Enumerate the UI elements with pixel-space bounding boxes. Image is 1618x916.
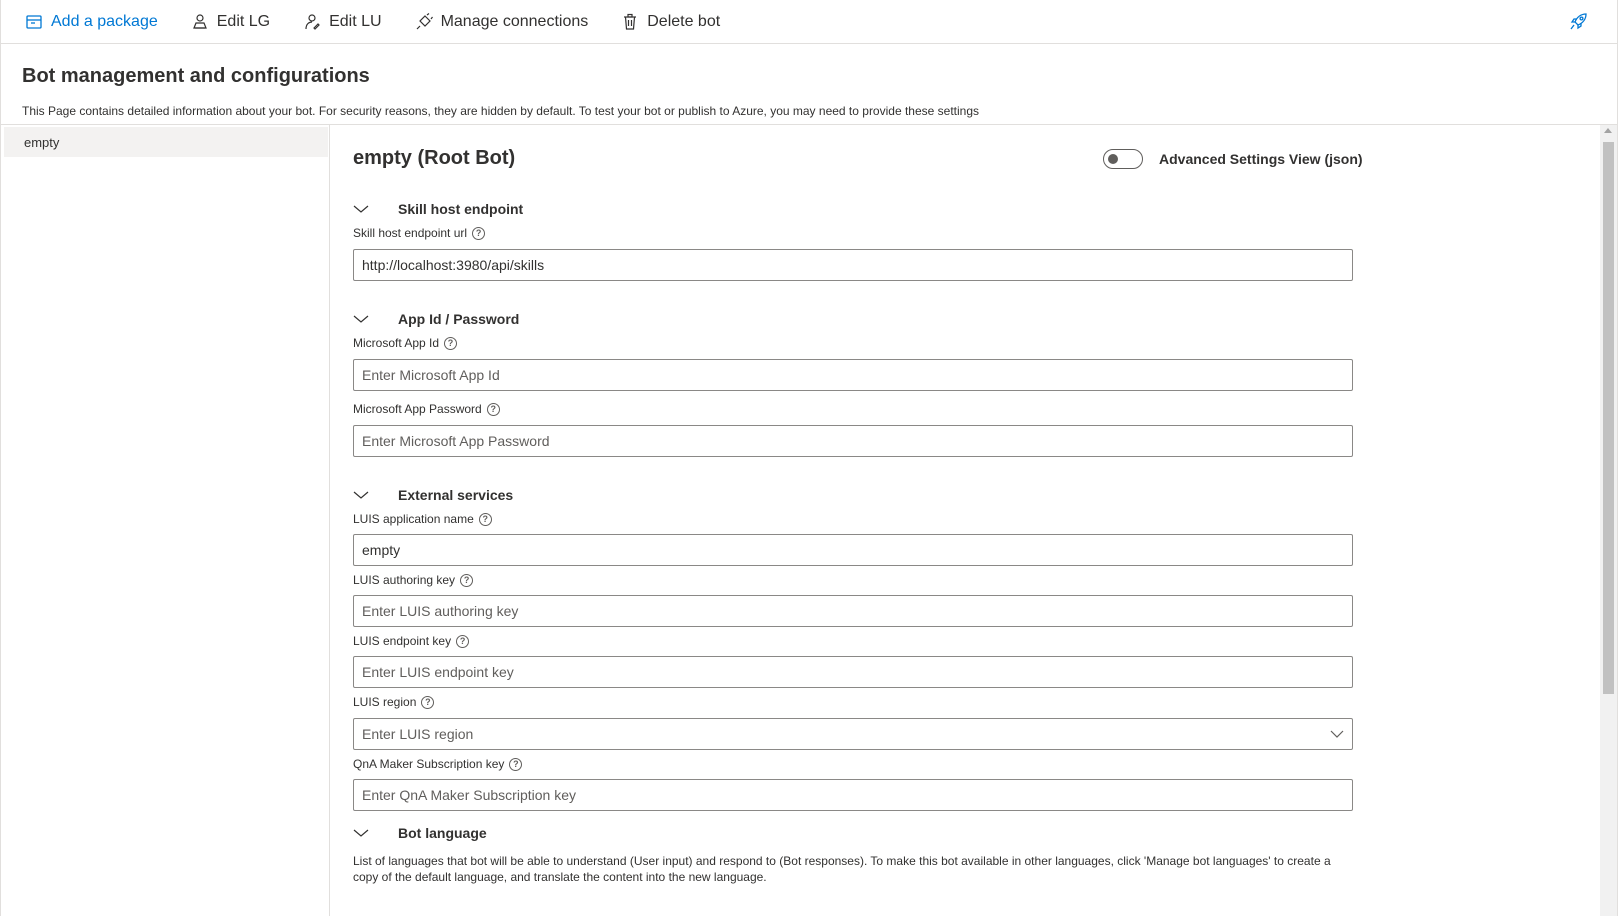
luis-name-input[interactable] <box>353 534 1353 566</box>
chevron-down-icon <box>353 490 369 500</box>
help-icon[interactable]: ? <box>472 227 485 240</box>
luis-region-dropdown[interactable] <box>353 718 1353 750</box>
section-external-services[interactable] <box>353 487 513 503</box>
delete-bot-label: Delete bot <box>647 12 721 30</box>
section-bot-language[interactable] <box>353 825 487 841</box>
edit-lg-button[interactable] <box>191 13 270 31</box>
label-text: LUIS endpoint key <box>353 634 452 648</box>
chevron-down-icon <box>353 828 369 838</box>
help-icon[interactable]: ? <box>421 696 434 709</box>
trash-icon <box>621 13 639 31</box>
delete-bot-button[interactable] <box>621 13 720 31</box>
app-id-input[interactable] <box>353 359 1353 391</box>
section-title: Bot language <box>398 825 487 841</box>
label-text: LUIS application name <box>353 512 474 526</box>
sidebar-item-empty[interactable]: empty <box>4 127 328 157</box>
sidebar <box>1 125 330 916</box>
help-icon[interactable]: ? <box>444 337 457 350</box>
luis-endpoint-key-label <box>353 634 469 648</box>
toolbar <box>1 0 1617 44</box>
luis-region-placeholder: Enter LUIS region <box>362 726 474 742</box>
luis-endpoint-key-input[interactable] <box>353 656 1353 688</box>
label-text: Microsoft App Password <box>353 402 482 416</box>
label-text: LUIS authoring key <box>353 573 456 587</box>
help-icon[interactable]: ? <box>479 513 492 526</box>
section-app-id[interactable] <box>353 311 519 327</box>
chevron-down-icon <box>353 314 369 324</box>
switch-knob <box>1108 154 1118 164</box>
app-id-label <box>353 336 457 350</box>
edit-lu-button[interactable] <box>303 13 381 31</box>
page-body <box>1 125 1617 916</box>
chevron-down-icon <box>1330 730 1344 738</box>
label-text: Microsoft App Id <box>353 336 440 350</box>
help-icon[interactable]: ? <box>487 403 500 416</box>
section-title: App Id / Password <box>398 311 520 327</box>
skill-host-url-label <box>353 226 485 240</box>
page-description: This Page contains detailed information about your bot. For security reasons, they are hidden by default. To test your bot or publish to Azure, you may need to provide these settings <box>22 104 979 118</box>
manage-connections-label: Manage connections <box>440 12 589 30</box>
label-text: QnA Maker Subscription key <box>353 757 505 771</box>
bot-title: empty (Root Bot) <box>353 147 516 169</box>
app-password-input[interactable] <box>353 425 1353 457</box>
luis-authoring-key-input[interactable] <box>353 595 1353 627</box>
help-icon[interactable]: ? <box>509 758 522 771</box>
plug-icon <box>415 13 433 31</box>
add-package-label: Add a package <box>51 12 158 30</box>
edit-lg-label: Edit LG <box>216 12 271 30</box>
edit-lg-icon <box>191 13 209 31</box>
label-text: Skill host endpoint url <box>353 226 468 240</box>
rocket-icon[interactable] <box>1569 11 1589 31</box>
scrollbar-thumb[interactable] <box>1603 142 1614 694</box>
advanced-settings-switch[interactable] <box>1103 149 1143 169</box>
advanced-settings-label: Advanced Settings View (json) <box>1159 151 1363 167</box>
qna-key-label <box>353 757 522 771</box>
section-title: External services <box>398 487 514 503</box>
help-icon[interactable]: ? <box>456 635 469 648</box>
manage-connections-button[interactable] <box>415 13 589 31</box>
package-icon <box>25 13 43 31</box>
help-icon[interactable]: ? <box>460 574 473 587</box>
section-skill-host[interactable] <box>353 201 523 217</box>
luis-authoring-key-label <box>353 573 473 587</box>
page-title: Bot management and configurations <box>22 65 370 87</box>
qna-key-input[interactable] <box>353 779 1353 811</box>
add-package-button[interactable] <box>25 13 158 31</box>
luis-region-label <box>353 695 434 709</box>
section-title: Skill host endpoint <box>398 201 524 217</box>
edit-lu-icon <box>303 13 321 31</box>
app-password-label <box>353 402 500 416</box>
chevron-down-icon <box>353 204 369 214</box>
luis-name-label <box>353 512 492 526</box>
edit-lu-label: Edit LU <box>329 12 382 30</box>
scroll-up-arrow-icon[interactable] <box>1604 128 1612 133</box>
bot-language-description: List of languages that bot will be able to understand (User input) and respond to (Bot responses). To make this bot available in other languages, click 'Manage bot languages' to create a copy of the default language, and translate the content into the new language. <box>353 854 1331 884</box>
label-text: LUIS region <box>353 695 417 709</box>
vertical-scrollbar[interactable] <box>1600 125 1617 916</box>
page-header <box>1 44 1617 125</box>
settings-panel <box>330 125 1617 916</box>
advanced-settings-toggle <box>1103 149 1363 169</box>
skill-host-url-input[interactable] <box>353 249 1353 281</box>
